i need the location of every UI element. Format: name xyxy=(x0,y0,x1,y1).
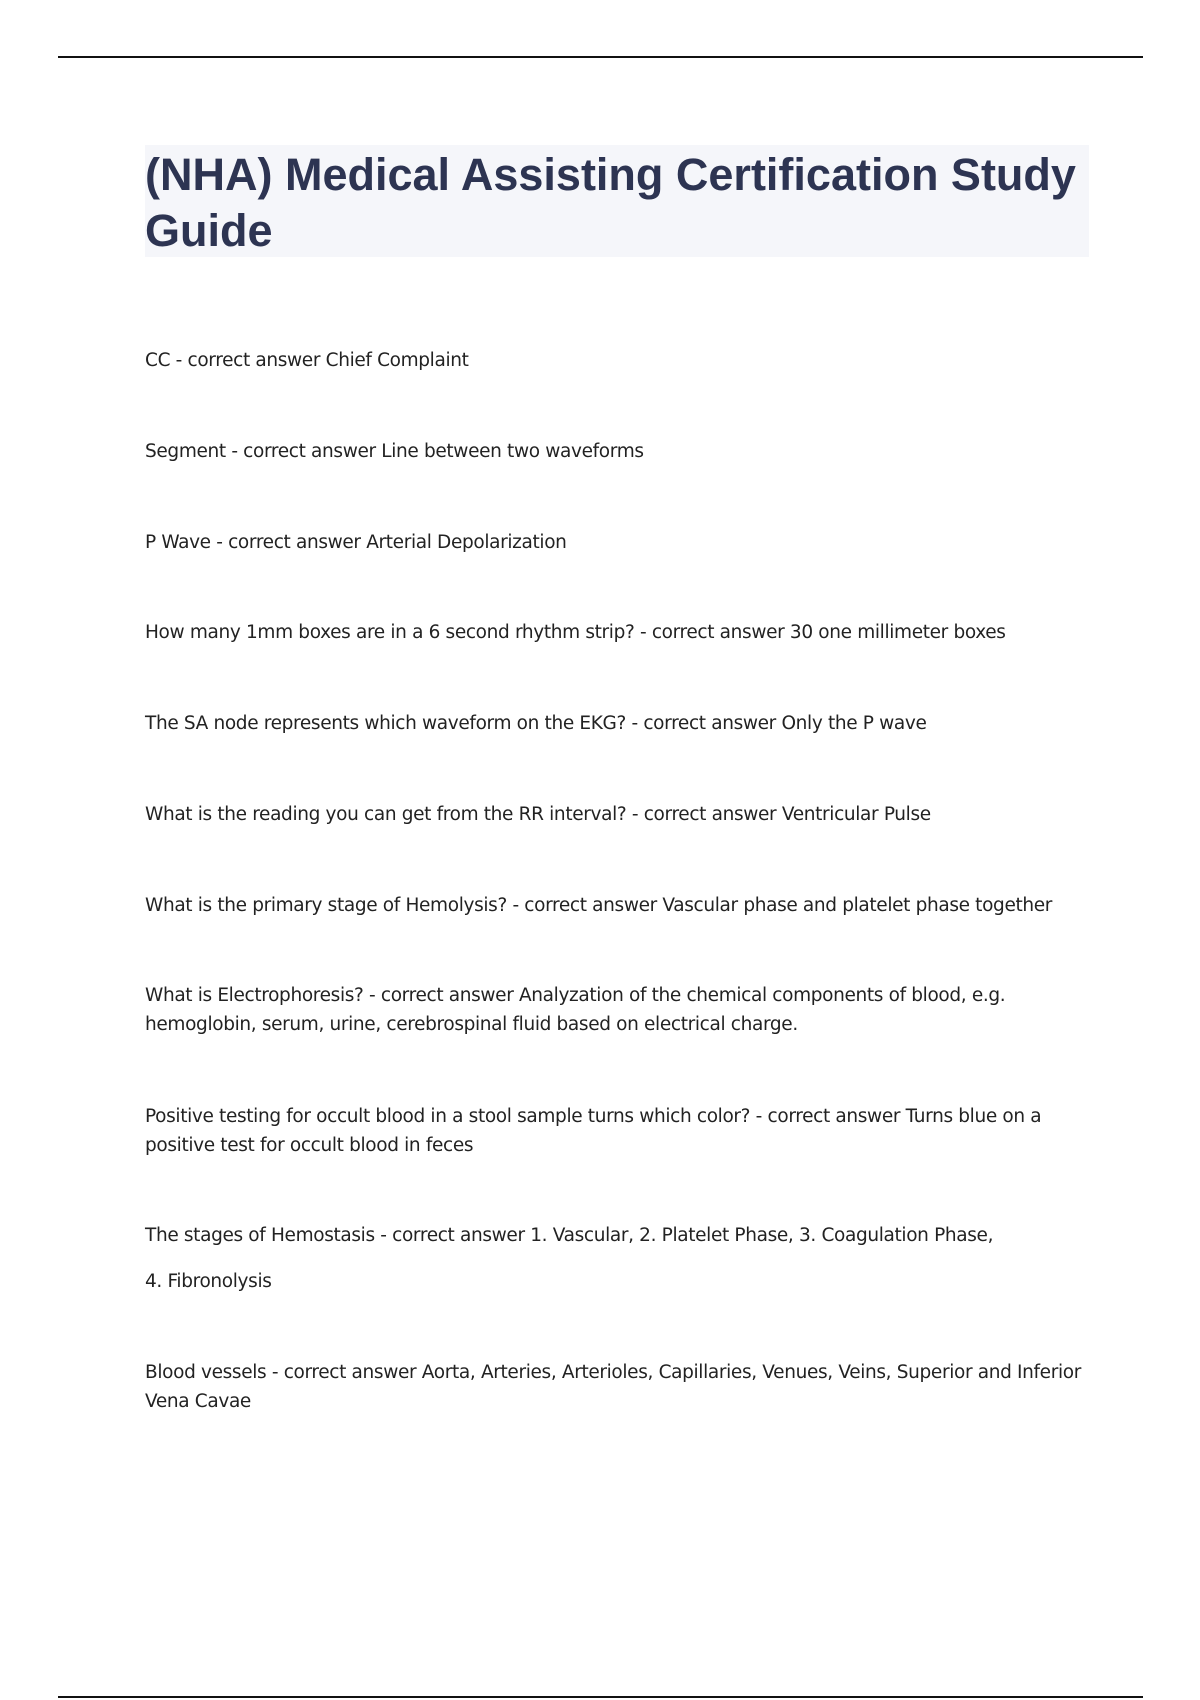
qa-item xyxy=(145,1102,1095,1160)
bottom-divider xyxy=(58,1696,1143,1698)
qa-item xyxy=(145,346,1095,375)
qa-text: CC - correct answer Chief Complaint xyxy=(145,350,469,371)
qa-text: P Wave - correct answer Arterial Depolarization xyxy=(145,532,567,553)
qa-text: Segment - correct answer Line between two waveforms xyxy=(145,441,644,462)
qa-item xyxy=(145,1358,1095,1416)
qa-text: Positive testing for occult blood in a stool sample turns which color? - correct answer Turns blue on a positive test for occult blood in feces xyxy=(145,1106,1042,1156)
qa-item xyxy=(145,800,1095,829)
title-banner xyxy=(145,145,1089,257)
qa-item xyxy=(145,981,1095,1039)
qa-item xyxy=(145,709,1095,738)
qa-text: What is Electrophoresis? - correct answer Analyzation of the chemical components of blood, e.g. hemoglobin, serum, urine, cerebrospinal fluid based on electrical charge. xyxy=(145,985,1006,1035)
qa-item xyxy=(145,437,1095,466)
qa-text: The SA node represents which waveform on the EKG? - correct answer Only the P wave xyxy=(145,713,927,734)
qa-text: Blood vessels - correct answer Aorta, Arteries, Arterioles, Capillaries, Venues, Veins, Superior and Inferior Vena Cavae xyxy=(145,1362,1081,1412)
qa-text: What is the primary stage of Hemolysis? - correct answer Vascular phase and platelet phase together xyxy=(145,895,1053,916)
qa-item xyxy=(145,891,1095,920)
qa-text: How many 1mm boxes are in a 6 second rhythm strip? - correct answer 30 one millimeter boxes xyxy=(145,622,1006,643)
qa-item xyxy=(145,618,1095,647)
top-divider xyxy=(58,56,1143,58)
qa-item xyxy=(145,1221,1095,1296)
qa-continuation: 4. Fibronolysis xyxy=(145,1271,272,1292)
page-title: (NHA) Medical Assisting Certification Study Guide xyxy=(145,149,1076,256)
qa-text: What is the reading you can get from the RR interval? - correct answer Ventricular Pulse xyxy=(145,804,931,825)
qa-item xyxy=(145,528,1095,557)
qa-text: The stages of Hemostasis - correct answer 1. Vascular, 2. Platelet Phase, 3. Coagulation Phase, xyxy=(145,1225,994,1246)
